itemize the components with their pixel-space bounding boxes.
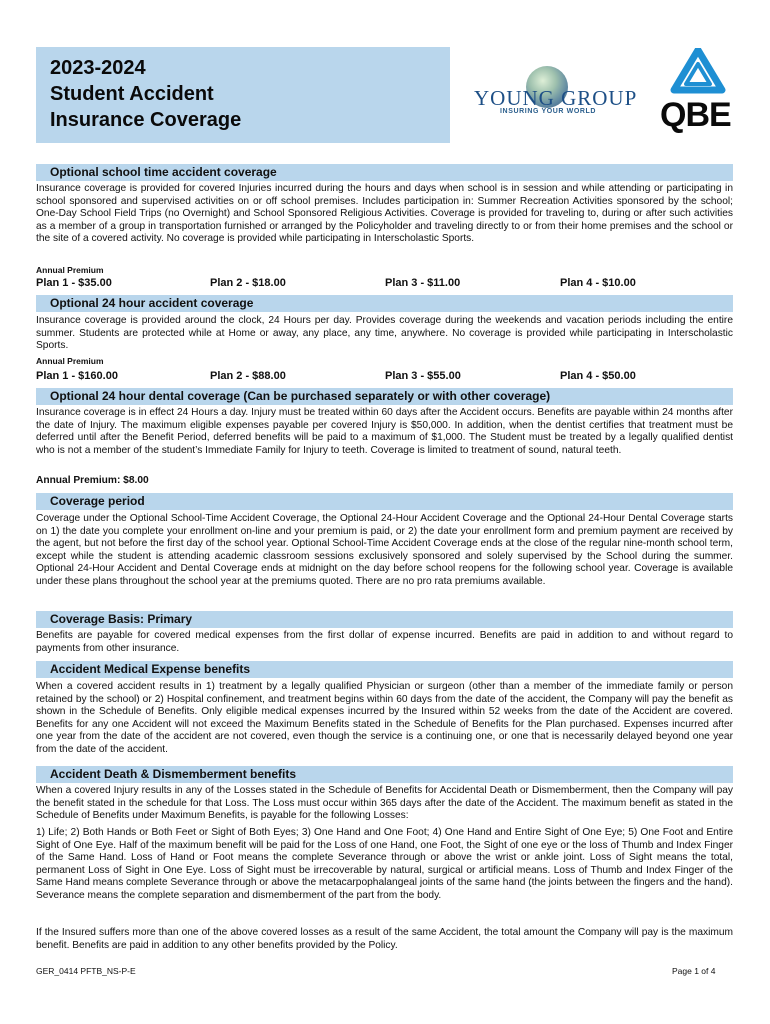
title-box bbox=[36, 47, 450, 143]
title-year: 2023-2024 bbox=[50, 57, 146, 79]
young-group-tagline: INSURING YOUR WORLD bbox=[500, 108, 597, 115]
school-plan-1: Plan 1 - $35.00 bbox=[36, 277, 112, 289]
school-time-body: Insurance coverage is provided for covered Injuries incurred during the hours and days when school is in session and while attending or participating in school sponsored and supervised activities on or off school premises. Includes participation in: Summer Recreation Activities sponsored by the school; One-Day School Field Trips (no Overnight) and School Sponsored Religious Activities. Coverage is provided for traveling to, during or after such activities as a member of a group in transportation furnished or arranged by the Policyholder and traveling directly to or from their home premises and the school or the site of a covered activity. No coverage is provided while participating in Interscholastic Sports. bbox=[36, 183, 733, 245]
title-line-2: Student Accident bbox=[50, 83, 214, 105]
medical-heading-bar bbox=[36, 661, 733, 678]
hour24-heading-bar bbox=[36, 295, 733, 312]
qbe-symbol-icon bbox=[660, 48, 736, 94]
school-plan-4: Plan 4 - $10.00 bbox=[560, 277, 636, 289]
young-group-logo bbox=[470, 60, 640, 120]
page-number: Page 1 of 4 bbox=[672, 966, 716, 976]
hour24-plan-3: Plan 3 - $55.00 bbox=[385, 370, 461, 382]
hour24-body: Insurance coverage is provided around the clock, 24 Hours per day. Provides coverage during the weekends and vacation periods including the entire summer. Students are protected while at Home or away, any place, any time, anywhere. No coverage is provided while participating in Interscholastic Sports. bbox=[36, 315, 733, 352]
hour24-plan-2: Plan 2 - $88.00 bbox=[210, 370, 286, 382]
qbe-logo bbox=[660, 48, 736, 136]
school-plan-2: Plan 2 - $18.00 bbox=[210, 277, 286, 289]
title-line-3: Insurance Coverage bbox=[50, 109, 242, 131]
hour24-plan-4: Plan 4 - $50.00 bbox=[560, 370, 636, 382]
death-heading: Accident Death & Dismemberment benefits bbox=[50, 767, 297, 781]
hour24-heading: Optional 24 hour accident coverage bbox=[50, 296, 254, 310]
medical-heading: Accident Medical Expense benefits bbox=[50, 662, 251, 676]
form-code: GER_0414 PFTB_NS-P-E bbox=[36, 966, 136, 976]
period-heading: Coverage period bbox=[50, 494, 145, 508]
school-time-heading: Optional school time accident coverage bbox=[50, 165, 277, 179]
hour24-plan-1: Plan 1 - $160.00 bbox=[36, 370, 118, 382]
school-time-premium-label: Annual Premium bbox=[36, 265, 104, 275]
school-time-heading-bar bbox=[36, 164, 733, 181]
basis-heading: Coverage Basis: Primary bbox=[50, 612, 193, 626]
death-heading-bar bbox=[36, 766, 733, 783]
basis-heading-bar bbox=[36, 611, 733, 628]
hour24-premium-label: Annual Premium bbox=[36, 356, 104, 366]
school-plan-3: Plan 3 - $11.00 bbox=[385, 277, 461, 289]
death-body-3: If the Insured suffers more than one of the above covered losses as a result of the same Accident, the total amount the Company will pay is the maximum benefit. Benefits are paid in addition to any other benefits provided by the Policy. bbox=[36, 927, 733, 951]
period-body: Coverage under the Optional School-Time Accident Coverage, the Optional 24-Hour Accident Coverage and the Optional 24-Hour Dental Coverage starts on 1) the date you complete your enrollment on-line and your premium is paid, or 2) the date your enrollment form and premium payment are received by the agent, but not before the first day of the school year. Optional School-Time Accident Coverage ends at the close of the regular nine-month school term, except while the student is attending academic classroom sessions exclusively sponsored and solely supervised by the School during the summer. Optional 24-Hour Accident and Dental Coverage ends at midnight on the day before school reopens for the following school year. Coverage is available under these plans throughout the school year at the premiums quoted. There are no pro rata premiums available. bbox=[36, 513, 733, 587]
basis-body: Benefits are payable for covered medical expenses from the first dollar of expense incurred. Benefits are paid in addition to and without regard to payments from other insurance. bbox=[36, 630, 733, 654]
dental-heading-bar bbox=[36, 388, 733, 405]
qbe-name: QBE bbox=[660, 96, 731, 134]
death-body-2: 1) Life; 2) Both Hands or Both Feet or Sight of Both Eyes; 3) One Hand and One Foot; 4) One Hand and Entire Sight of One Eye; 5) One Foot and Entire Sight of One Eye. Half of the maximum benefit will be paid for the Loss of one Hand, one Foot, the Sight of one eye or the loss of Thumb and Index Finger of the Same Hand. Loss of Hand or Foot means the complete Severance through or above the wrist or ankle joint. Loss of Sight means the total, permanent Loss of Sight in One Eye. Loss of Sight must be irrecoverable by natural, surgical or artificial means. Loss of Thumb and Index Finger of the Same Hand means complete Severance through or above the metacarpophalangeal joints of the same hand (the joints between the fingers and the hand). Severance means the complete separation and dismemberment of the part from the body. bbox=[36, 827, 733, 901]
death-body-1: When a covered Injury results in any of the Losses stated in the Schedule of Benefits for Accidental Death or Dismemberment, then the Company will pay the benefit stated in the schedule for that Loss. The Loss must occur within 365 days after the date of the Accident. The maximum benefit as stated in the Schedule of Benefits under Maximum Benefits, is payable for the following Losses: bbox=[36, 785, 733, 822]
dental-heading: Optional 24 hour dental coverage (Can be purchased separately or with other coverage) bbox=[50, 389, 551, 403]
young-group-name: YOUNG GROUP bbox=[474, 86, 638, 110]
dental-premium: Annual Premium: $8.00 bbox=[36, 475, 149, 486]
medical-body: When a covered accident results in 1) treatment by a legally qualified Physician or surgeon (other than a member of the immediate family or person retained by the school) or 2) Hospital confinement, and treatment begins within 60 days from the date of the accident, the Company will pay the benefit as shown in the Schedule of Benefits. Only eligible medical expenses incurred by the Insured within 52 weeks from the date of the Accident are covered. Benefits for any one Accident will not exceed the Maximum Benefits stated in the Schedule of Benefits for the Plan purchased. Expenses incurred after one year from the date of the accident are not covered, even though the service is a continuing one, or one that is necessarily delayed beyond one year from the date of the accident. bbox=[36, 681, 733, 755]
period-heading-bar bbox=[36, 493, 733, 510]
dental-body: Insurance coverage is in effect 24 Hours a day. Injury must be treated within 60 days after the Accident occurs. Benefits are payable within 24 months after the date of Injury. The maximum eligible expenses payable per covered Injury is $50,000. In addition, when the dentist certifies that treatment must be deferred until after the Benefit Period, deferred benefits will be paid to a maximum of $1,000. The Student must be treated by a legally qualified dentist who is not a member of the student’s Immediate Family for Injury to teeth. Coverage is limited to treatment of sound, natural teeth. bbox=[36, 407, 733, 456]
